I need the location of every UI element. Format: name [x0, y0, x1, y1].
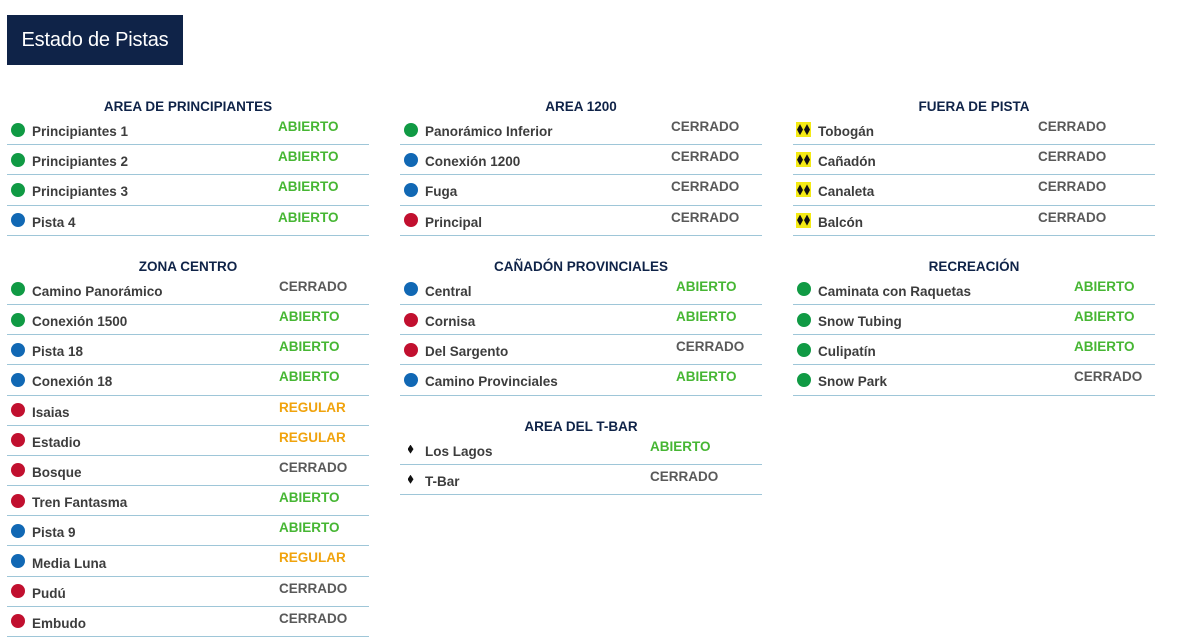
blue-circle-icon	[10, 342, 25, 357]
trail-name: Snow Tubing	[818, 314, 902, 330]
trail-name: Snow Park	[818, 374, 888, 390]
trail-row	[793, 335, 1155, 365]
status-badge: ABIERTO	[279, 369, 340, 385]
blue-circle-icon	[10, 523, 25, 538]
trail-row	[400, 275, 762, 305]
trail-name: Principiantes 2	[32, 154, 129, 170]
trail-row	[400, 175, 762, 205]
status-badge: CERRADO	[650, 468, 719, 484]
trail-name: Estadio	[32, 434, 81, 450]
status-badge: ABIERTO	[278, 209, 339, 225]
trail-name: Tobogán	[818, 124, 874, 140]
status-badge: ABIERTO	[676, 369, 737, 385]
trail-name: Principiantes 1	[32, 124, 129, 140]
status-badge: CERRADO	[1038, 119, 1107, 134]
section-title: ZONA CENTRO	[138, 258, 238, 274]
status-badge: ABIERTO	[676, 308, 737, 324]
status-badge: CERRADO	[279, 580, 348, 596]
trail-row	[400, 115, 762, 145]
status-badge: CERRADO	[1038, 179, 1107, 195]
blue-circle-icon	[10, 554, 25, 569]
status-badge: CERRADO	[671, 179, 740, 195]
blue-circle-icon	[403, 152, 418, 167]
section-area-principiantes	[7, 88, 369, 236]
trail-name: Central	[425, 283, 472, 299]
page-title: Estado de Pistas	[7, 15, 183, 65]
status-badge: ABIERTO	[278, 119, 339, 134]
status-badge: CERRADO	[671, 209, 740, 225]
status-badge: ABIERTO	[650, 438, 711, 454]
double-black-diamond-icon	[796, 213, 811, 228]
trail-name: Pudú	[32, 585, 66, 601]
trail-row	[793, 145, 1155, 175]
trail-row	[400, 206, 762, 236]
trail-row	[7, 486, 369, 516]
status-badge: CERRADO	[1038, 149, 1107, 165]
trail-row	[7, 546, 369, 576]
trail-row	[7, 175, 369, 205]
status-badge: ABIERTO	[1074, 308, 1135, 324]
trail-row	[793, 115, 1155, 145]
trail-row	[7, 577, 369, 607]
trail-row	[400, 435, 762, 465]
red-circle-icon	[10, 463, 25, 478]
trail-name: Bosque	[32, 464, 82, 480]
section-title: AREA 1200	[545, 99, 617, 114]
blue-circle-icon	[403, 282, 418, 297]
trail-row	[7, 516, 369, 546]
black-diamond-icon	[403, 472, 418, 487]
section-title: CAÑADÓN PROVINCIALES	[493, 258, 668, 274]
trail-name: Los Lagos	[425, 443, 493, 459]
trail-name: Media Luna	[32, 555, 107, 571]
trail-row	[7, 115, 369, 145]
trail-name: Cornisa	[425, 314, 476, 330]
red-circle-icon	[10, 433, 25, 448]
green-circle-icon	[10, 182, 25, 197]
trail-row	[7, 607, 369, 637]
status-badge: ABIERTO	[279, 520, 340, 536]
green-circle-icon	[796, 312, 811, 327]
trail-name: Embudo	[32, 615, 86, 631]
trail-name: Conexión 18	[32, 374, 113, 390]
double-black-diamond-icon	[796, 182, 811, 197]
red-circle-icon	[403, 312, 418, 327]
black-diamond-icon	[403, 442, 418, 457]
trail-row	[7, 335, 369, 365]
trail-row	[793, 275, 1155, 305]
trail-name: Culipatín	[818, 344, 876, 360]
status-badge: CERRADO	[279, 278, 348, 294]
section-area-1200	[400, 88, 762, 236]
blue-circle-icon	[403, 182, 418, 197]
red-circle-icon	[403, 213, 418, 228]
trail-name: Principiantes 3	[32, 184, 129, 200]
red-circle-icon	[10, 493, 25, 508]
trail-name: Caminata con Raquetas	[818, 283, 972, 299]
trail-name: Balcón	[818, 214, 864, 230]
status-badge: REGULAR	[279, 429, 346, 445]
status-badge: ABIERTO	[1074, 339, 1135, 355]
trail-name: Canaleta	[818, 184, 875, 200]
status-badge: REGULAR	[279, 550, 346, 566]
column-3	[793, 88, 1155, 396]
trail-name: Pista 9	[32, 525, 76, 541]
status-badge: CERRADO	[1038, 209, 1107, 225]
trail-row	[7, 206, 369, 236]
trail-row	[400, 465, 762, 495]
section-title: RECREACIÓN	[928, 258, 1020, 274]
section-canadon-provinciales	[400, 248, 762, 396]
trail-row	[793, 305, 1155, 335]
trail-row	[400, 305, 762, 335]
trail-name: T-Bar	[425, 473, 460, 489]
trail-name: Conexión 1500	[32, 314, 128, 330]
trail-name: Principal	[425, 214, 483, 230]
trail-name: Cañadón	[818, 154, 876, 170]
section-title: FUERA DE PISTA	[918, 99, 1030, 114]
green-circle-icon	[796, 372, 811, 387]
trail-name: Tren Fantasma	[32, 495, 128, 511]
trail-name: Pista 18	[32, 344, 84, 360]
blue-circle-icon	[10, 372, 25, 387]
section-title: AREA DE PRINCIPIANTES	[103, 99, 273, 114]
status-badge: CERRADO	[279, 459, 348, 475]
trail-row	[400, 145, 762, 175]
trail-row	[793, 206, 1155, 236]
section-recreacion	[793, 248, 1155, 396]
trail-name: Camino Panorámico	[32, 283, 163, 299]
trail-name: Del Sargento	[425, 344, 509, 360]
green-circle-icon	[10, 312, 25, 327]
trail-row	[400, 335, 762, 365]
blue-circle-icon	[403, 372, 418, 387]
trail-name: Conexión 1200	[425, 154, 521, 170]
status-badge: CERRADO	[671, 119, 740, 134]
trail-name: Pista 4	[32, 214, 76, 230]
trail-name: Camino Provinciales	[425, 374, 558, 390]
section-title: AREA DEL T-BAR	[524, 418, 638, 434]
blue-circle-icon	[10, 213, 25, 228]
red-circle-icon	[10, 584, 25, 599]
section-area-tbar	[400, 408, 762, 495]
green-circle-icon	[796, 342, 811, 357]
status-badge: CERRADO	[676, 339, 745, 355]
trail-row	[7, 145, 369, 175]
status-badge: CERRADO	[1074, 369, 1143, 385]
status-badge: ABIERTO	[676, 278, 737, 294]
green-circle-icon	[10, 152, 25, 167]
status-badge: ABIERTO	[279, 308, 340, 324]
red-circle-icon	[10, 614, 25, 629]
red-circle-icon	[403, 342, 418, 357]
status-badge: ABIERTO	[278, 179, 339, 195]
trail-row	[7, 396, 369, 426]
green-circle-icon	[10, 282, 25, 297]
trail-row	[7, 426, 369, 456]
trail-name: Isaias	[32, 404, 70, 420]
red-circle-icon	[10, 403, 25, 418]
column-1	[7, 88, 369, 637]
status-badge: CERRADO	[279, 610, 348, 626]
green-circle-icon	[10, 122, 25, 137]
trail-row	[793, 365, 1155, 395]
green-circle-icon	[796, 282, 811, 297]
trail-row	[400, 365, 762, 395]
status-badge: ABIERTO	[1074, 278, 1135, 294]
status-badge: ABIERTO	[279, 490, 340, 506]
status-badge: CERRADO	[671, 149, 740, 165]
trail-row	[7, 365, 369, 395]
section-fuera-de-pista	[793, 88, 1155, 236]
double-black-diamond-icon	[796, 152, 811, 167]
status-badge: ABIERTO	[278, 149, 339, 165]
trail-row	[7, 456, 369, 486]
double-black-diamond-icon	[796, 122, 811, 137]
section-zona-centro	[7, 248, 369, 637]
trail-name: Fuga	[425, 184, 458, 200]
trail-row	[7, 275, 369, 305]
column-2	[400, 88, 762, 495]
status-badge: REGULAR	[279, 399, 346, 415]
trail-row	[7, 305, 369, 335]
trail-name: Panorámico Inferior	[425, 124, 553, 140]
green-circle-icon	[403, 122, 418, 137]
status-badge: ABIERTO	[279, 339, 340, 355]
trail-row	[793, 175, 1155, 205]
